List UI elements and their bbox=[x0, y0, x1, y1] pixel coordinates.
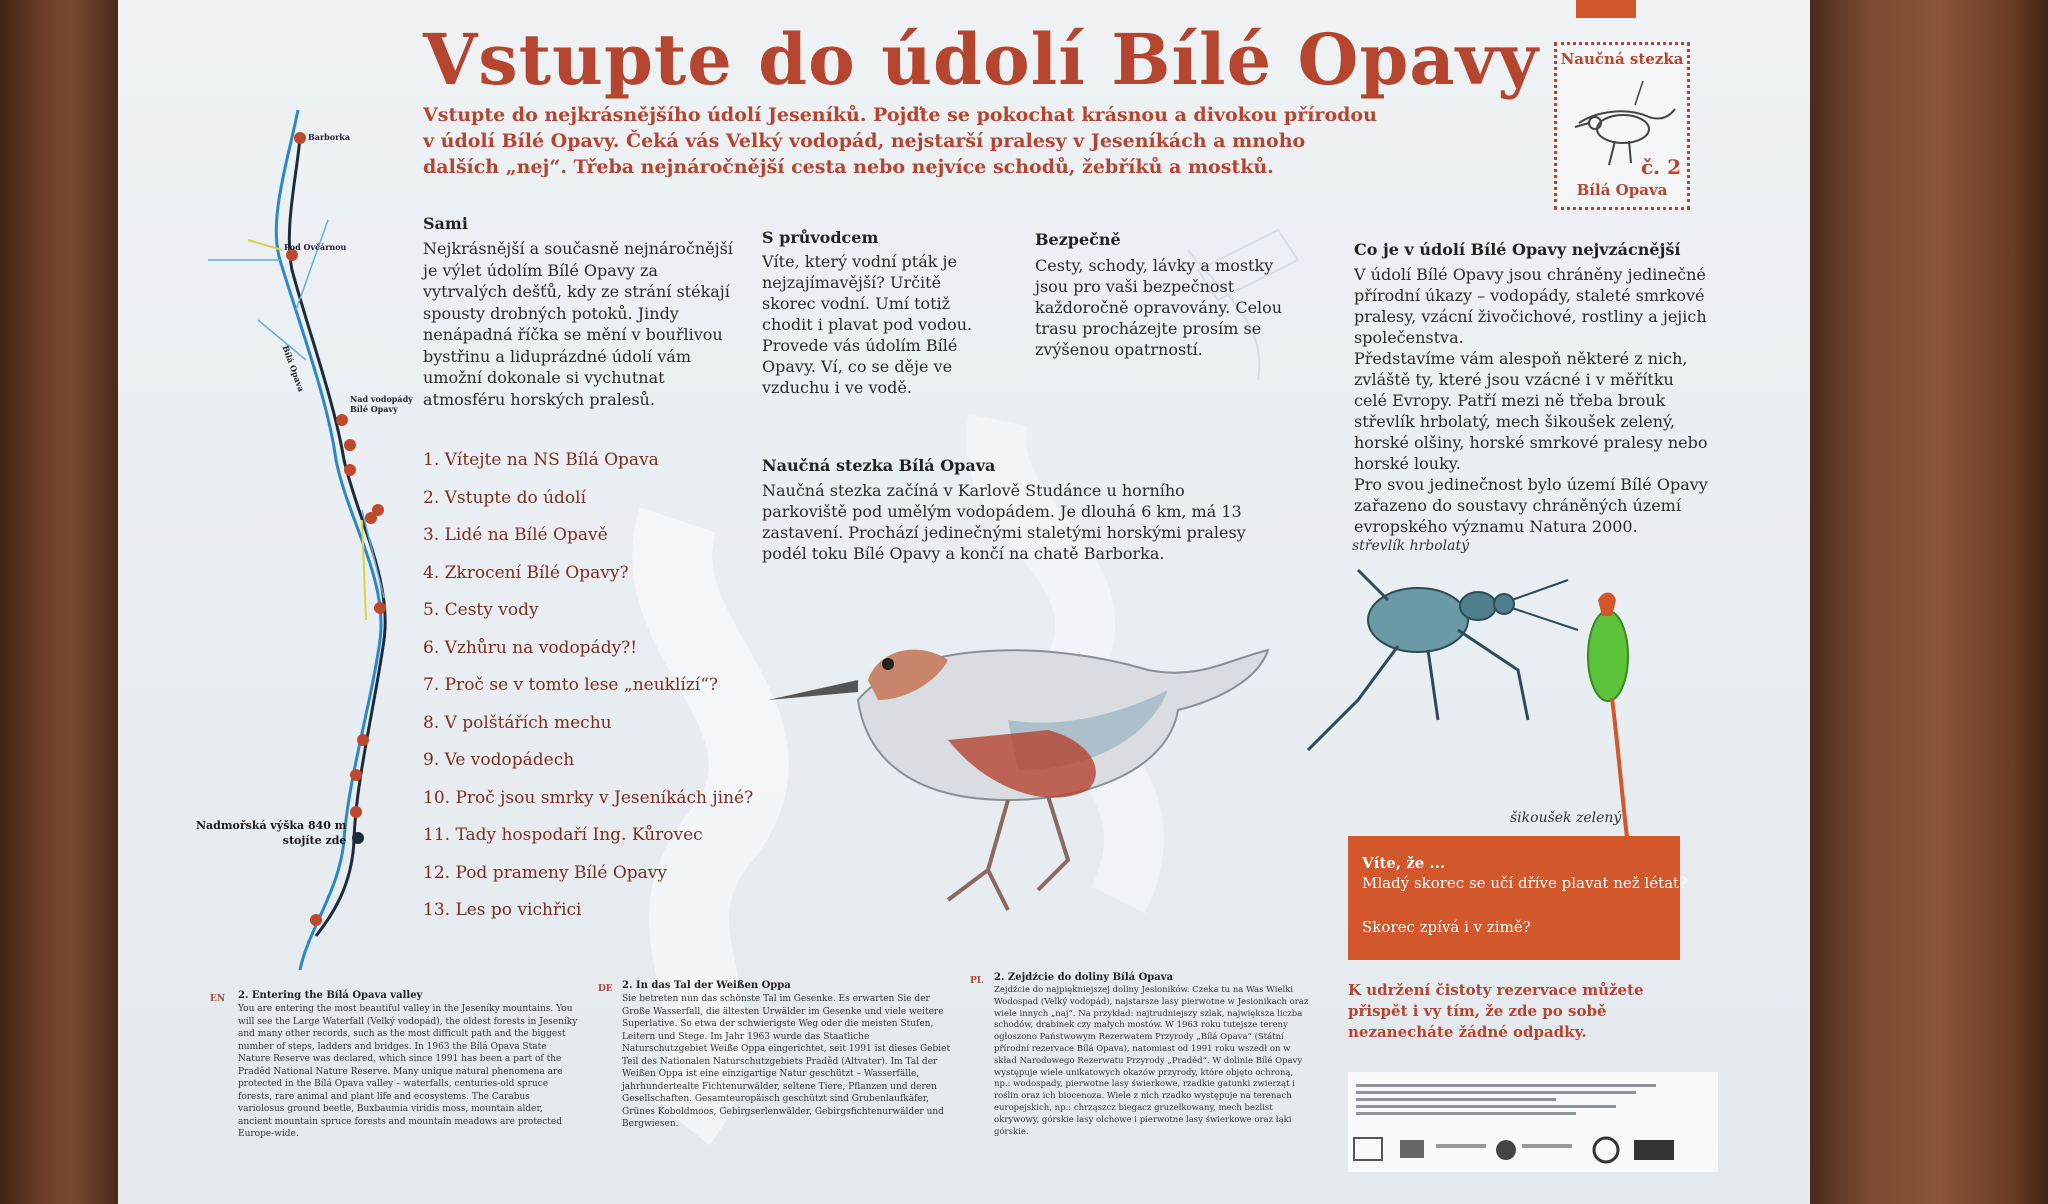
stamp-number: č. 2 bbox=[1641, 155, 1682, 179]
pruvodce-text: Víte, který vodní pták je nejzajímavější? Určitě skorec vodní. Umí totiž chodit i plavat pod vodou. Provede vás údolím Bílé Opavy. Ví, co se děje ve vzduchu i ve vodě. bbox=[762, 252, 973, 397]
stamp-title: Naučná stezka bbox=[1560, 50, 1684, 68]
dipper-bird-illustration bbox=[748, 620, 1308, 920]
trail-stop: 13. Les po vichřici bbox=[423, 900, 582, 920]
cleanliness-notice: K udržení čistoty rezervace můžete přispět i vy tím, že zde po sobě nezanecháte žádné odpadky. bbox=[1348, 981, 1644, 1041]
logo-icon bbox=[1634, 1140, 1674, 1160]
lang-code-en: EN bbox=[210, 994, 226, 1004]
de-heading: 2. In das Tal der Weißen Oppa bbox=[622, 980, 791, 991]
top-color-tab bbox=[1576, 0, 1636, 18]
trail-stop: 10. Proč jsou smrky v Jeseníkách jiné? bbox=[423, 787, 754, 808]
trail-stop: 5. Cesty vody bbox=[423, 600, 539, 620]
you-are-here: stojíte zde bbox=[282, 834, 347, 847]
sami-heading: Sami bbox=[423, 214, 468, 233]
credit-text-line bbox=[1356, 1098, 1556, 1101]
map-label-nad-vodopady-1: Nad vodopády bbox=[350, 394, 413, 404]
trail-stop: 7. Proč se v tomto lese „neuklízí“? bbox=[423, 675, 719, 695]
moss-caption: šikoušek zelený bbox=[1510, 810, 1622, 826]
trail-stop: 8. V polštářích mechu bbox=[423, 712, 612, 733]
map-label-river: Bílá Opava bbox=[280, 344, 307, 393]
stezka-heading: Naučná stezka Bílá Opava bbox=[762, 456, 996, 475]
page-title: Vstupte do údolí Bílé Opavy bbox=[423, 18, 1540, 101]
trail-stop: 6. Vzhůru na vodopády?! bbox=[423, 637, 638, 658]
ground-beetle-illustration bbox=[1298, 550, 1598, 770]
credit-text-line bbox=[1356, 1091, 1636, 1094]
partner-logos bbox=[1350, 1132, 1710, 1168]
lang-code-de: DE bbox=[598, 984, 613, 994]
wooden-frame-right bbox=[1810, 0, 2048, 1204]
elevation-label bbox=[196, 818, 346, 848]
stamp-subtitle: Bílá Opava bbox=[1576, 181, 1668, 199]
trail-stop: 3. Lidé na Bílé Opavě bbox=[423, 525, 608, 545]
map-label-nad-vodopady-2: Bílé Opavy bbox=[350, 404, 398, 414]
did-you-know-box bbox=[1348, 836, 1688, 960]
credit-text-line bbox=[1356, 1112, 1576, 1115]
trail-stops-list bbox=[423, 450, 753, 938]
map-label-barborka: Barborka bbox=[308, 132, 351, 142]
en-text: You are entering the most beautiful valley in the Jeseníky mountains. You will see the Large Waterfall (Velký vodopád), the oldest forests in Jeseníky and many other records, such as the most difficult path and the biggest number of steps, ladders and bridges. In 1963 the Bílá Opava State Nature Reserve was declared, which since 1991 has been a part of the Praděd National Nature Reserve. Many unique natural phenomena are protected in the Bílá Opava valley – waterfalls, centuries-old spruce forests, rare animal and plant life and ecosystems. The Carabus variolosus ground beetle, Buxbaumia viridis moss, mountain alder, ancient mountain spruce forests and mountain meadows are protected Europe-wide. bbox=[238, 1004, 578, 1139]
vzacne-paragraph-2: Představíme vám alespoň některé z nich, zvláště ty, které jsou vzácné i v měřítku celé Evropy. Patří mezi ně třeba brouk střevlík hrbolatý, mech šikoušek zelený, horské olšiny, horské smrkové pralesy nebo horské louky. bbox=[1354, 349, 1708, 473]
logo-icon bbox=[1354, 1138, 1382, 1160]
beetle-caption: střevlík hrbolatý bbox=[1352, 538, 1470, 554]
vzacne-heading: Co je v údolí Bílé Opavy nejvzácnější bbox=[1354, 240, 1681, 259]
trail-map bbox=[188, 100, 408, 980]
information-board bbox=[118, 0, 1810, 1204]
trail-stop: 2. Vstupte do údolí bbox=[423, 487, 587, 508]
trail-stamp bbox=[1554, 42, 1690, 210]
trail-stop: 11. Tady hospodaří Ing. Kůrovec bbox=[423, 825, 703, 845]
pruvodce-heading: S průvodcem bbox=[762, 228, 879, 247]
elevation-value: Nadmořská výška 840 m bbox=[196, 819, 347, 832]
credit-text-line bbox=[1356, 1084, 1656, 1087]
en-heading: 2. Entering the Bílá Opava valley bbox=[238, 990, 423, 1001]
trail-stop: 4. Zkrocení Bílé Opavy? bbox=[423, 562, 629, 583]
de-text: Sie betreten nun das schönste Tal im Gesenke. Es erwarten Sie der Große Wasserfall, die ältesten Urwälder im Gesenke und viele weitere Superlative. So etwa der schwierigste Weg oder die meisten Stufen, Leitern und Stege. Im Jahr 1963 wurde das Staatliche Naturschutzgebiet Weiße Oppa eingerichtet, seit 1991 ist dieses Gebiet Teil des Nationalen Naturschutzgebiets Praděd (Altvater). Im Tal der Weißen Oppa ist eine einzigartige Natur geschützt – Wasserfälle, jahrhundertealte Fichtenurwälder, seltene Tiere, Pflanzen und deren Gesellschaften. Gesamteuropäisch geschützt sind Grubenlaufkäfer, Grünes Koboldmoos, Gebirgserlenwälder, Gebirgsfichtenurwälder und Bergwiesen. bbox=[622, 994, 951, 1129]
did-you-know-line-1: Mladý skorec se učí dříve plavat než létat? bbox=[1362, 874, 1688, 892]
logo-icon bbox=[1400, 1140, 1424, 1158]
wooden-frame-left bbox=[0, 0, 118, 1204]
did-you-know-line-2: Skorec zpívá i v zimě? bbox=[1362, 918, 1531, 936]
vzacne-paragraph-1: V údolí Bílé Opavy jsou chráněny jedinečné přírodní úkazy – vodopády, staleté smrkové pralesy, vzácní živočichové, rostliny a jejich společenstva. bbox=[1354, 265, 1707, 347]
bezpecne-text: Cesty, schody, lávky a mostky jsou pro vaši bezpečnost každoročně opravovány. Celou trasu procházejte prosím se zvýšenou opatrností. bbox=[1035, 256, 1283, 359]
trail-stop: 12. Pod prameny Bílé Opavy bbox=[423, 862, 667, 883]
pl-heading: 2. Zejdźcie do doliny Bílá Opava bbox=[994, 972, 1174, 983]
logo-icon bbox=[1436, 1144, 1486, 1148]
trail-stop: 1. Vítejte na NS Bílá Opava bbox=[423, 450, 659, 470]
stezka-text: Naučná stezka začíná v Karlově Studánce u horního parkoviště pod umělým vodopádem. Je dlouhá 6 km, má 13 zastavení. Prochází jedinečnými staletými horskými pralesy podél toku Bílé Opavy a končí na chatě Barborka. bbox=[762, 481, 1246, 563]
did-you-know-title: Víte, že ... bbox=[1362, 854, 1446, 872]
logo-icon bbox=[1594, 1138, 1618, 1162]
map-label-pod-ovcarnou: Pod Ovčárnou bbox=[284, 242, 347, 252]
logo-icon bbox=[1522, 1144, 1572, 1148]
credit-text-line bbox=[1356, 1105, 1616, 1108]
bezpecne-heading: Bezpečně bbox=[1035, 230, 1121, 249]
logo-icon bbox=[1496, 1140, 1516, 1160]
trail-stop: 9. Ve vodopádech bbox=[423, 750, 575, 770]
lang-code-pl: PL bbox=[970, 976, 984, 986]
sami-text: Nejkrásnější a současně nejnáročnější je výlet údolím Bílé Opavy za vytrvalých dešťů, kdy ze strání stékají spousty drobných potoků. Jindy nenápadná říčka se mění v bouřlivou bystřinu a liduprázdné údolí vám umožní dokonale si vychutnat atmosféru horských pralesů. bbox=[423, 239, 733, 409]
pl-text: Zejdźcie do najpiękniejszej doliny Jesioników. Czeka tu na Was Wielki Wodospad (Velký vodopád), najstarsze lasy pierwotne w Jesionikach oraz wiele innych „naj“. Na przykład: najtrudniejszy szlak, największa liczba schodów, drabinek czy małych mostów. W 1963 roku tutejsze tereny ogłoszono Państwowym Rezerwatem Przyrody „Bílá Opava“ (Státní přírodní rezervace Bílá Opava), natomiast od 1991 roku wszedł on w skład Narodowego Rezerwatu Przyrody „Praděd“. W dolinie Bílé Opavy występuje wiele unikatowych okazów przyrody, które objęto ochroną, np.: wodospady, pierwotne lasy świerkowe, rzadkie gatunki zwierząt i roślin oraz ich biocenoza. Wiele z nich rzadko występuje na terenach europejskich, np.: chrząszcz biegacz gruzełkowany, mech bezlist okrywowy, górskie lasy olchowe i pierwotne lasy świerkowe oraz łąki górskie. bbox=[994, 985, 1309, 1137]
vzacne-paragraph-3: Pro svou jedinečnost bylo území Bílé Opavy zařazeno do soustavy chráněných území evropského významu Natura 2000. bbox=[1354, 475, 1708, 536]
intro-text: Vstupte do nejkrásnějšího údolí Jeseníků. Pojďte se pokochat krásnou a divokou přírodou v údolí Bílé Opavy. Čeká vás Velký vodopád, nejstarší pralesy v Jeseníkách a mnoho dalších „nej“. Třeba nejnáročnější cesta nebo nejvíce schodů, žebříků a mostků. bbox=[423, 104, 1377, 178]
vzacne-body bbox=[1354, 264, 1709, 537]
